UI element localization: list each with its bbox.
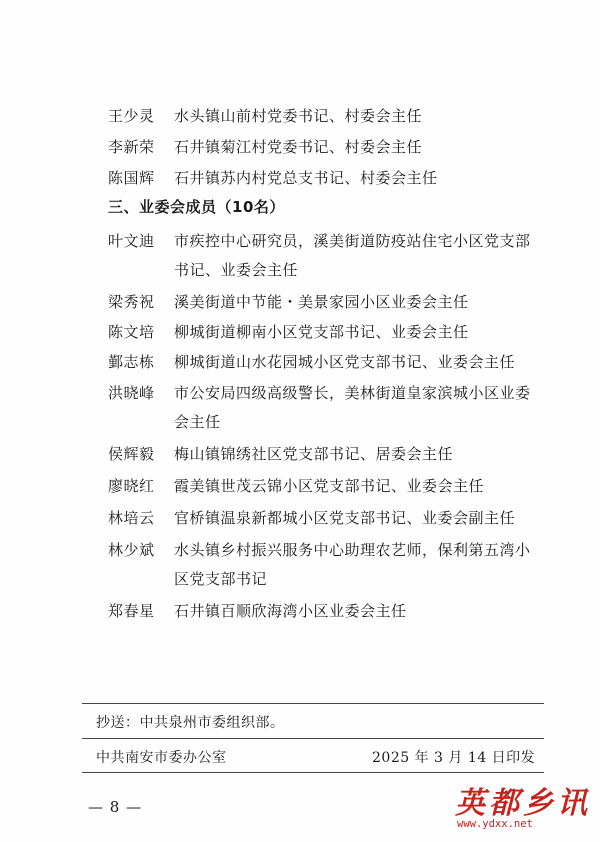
divider: [82, 703, 544, 704]
cc-line: 抄送：中共泉州市委组织部。: [96, 715, 285, 731]
person-duty: 柳城街道山水花园城小区党支部书记、业委会主任: [174, 353, 516, 371]
person-name: 陈文培: [108, 323, 155, 341]
person-duty: 石井镇菊江村党委书记、村委会主任: [174, 138, 423, 156]
person-duty: 石井镇苏内村党总支书记、村委会主任: [174, 169, 438, 187]
person-name: 廖晓红: [108, 477, 155, 495]
person-duty: 柳城街道柳南小区党支部书记、业委会主任: [174, 323, 469, 341]
person-duty: 溪美街道中节能・美景家园小区业委会主任: [174, 293, 469, 311]
person-name: 林少斌: [108, 541, 155, 559]
watermark-title: 英都乡讯: [455, 786, 591, 821]
person-name: 陈国辉: [108, 169, 155, 187]
issue-date: 2025 年 3 月 14 日印发: [372, 750, 536, 766]
person-duty: 梅山镇锦绣社区党支部书记、居委会主任: [174, 445, 454, 463]
watermark-logo: [455, 778, 595, 838]
person-name: 梁秀祝: [108, 293, 155, 311]
person-duty: 市公安局四级高级警长，美林街道皇家滨城小区业委会主任: [174, 384, 531, 431]
divider: [82, 738, 544, 739]
watermark-url: www.ydxx.net: [457, 818, 533, 830]
section-heading: 三、业委会成员（10名）: [108, 198, 285, 216]
person-name: 鄞志栋: [108, 353, 155, 371]
page-number: — 8 —: [88, 798, 143, 816]
person-name: 叶文迪: [108, 232, 155, 250]
person-name: 林培云: [108, 509, 155, 527]
person-name: 洪晓峰: [108, 384, 155, 402]
person-name: 侯辉毅: [108, 445, 155, 463]
person-duty: 市疾控中心研究员，溪美街道防疫站住宅小区党支部书记、业委会主任: [174, 232, 531, 279]
person-duty: 水头镇乡村振兴服务中心助理农艺师，保利第五湾小区党支部书记: [174, 541, 531, 588]
divider: [82, 772, 544, 773]
person-duty: 霞美镇世茂云锦小区党支部书记、业委会主任: [174, 477, 485, 495]
person-duty: 石井镇百顺欣海湾小区业委会主任: [174, 602, 407, 620]
person-name: 王少灵: [108, 107, 155, 125]
person-duty: 官桥镇温泉新都城小区党支部书记、业委会副主任: [174, 509, 516, 527]
person-name: 郑春星: [108, 602, 155, 620]
person-duty: 水头镇山前村党委书记、村委会主任: [174, 107, 423, 125]
person-name: 李新荣: [108, 138, 155, 156]
issuer: 中共南安市委办公室: [96, 750, 227, 766]
